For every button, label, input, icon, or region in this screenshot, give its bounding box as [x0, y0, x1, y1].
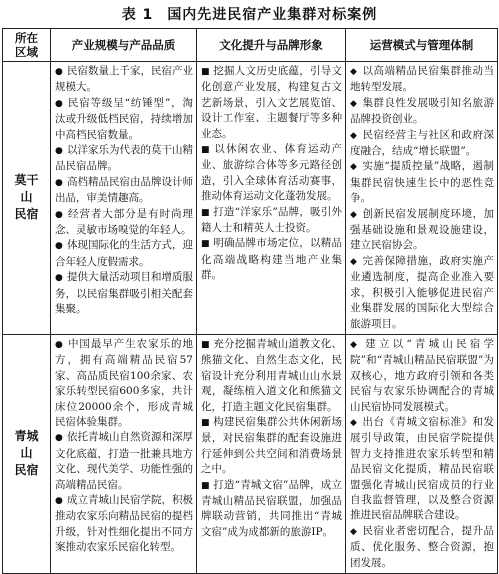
bullet-text: 充分挖掘青城山道教文化、熊猫文化、自然生态文化，民宿设计充分利用青城山山水景观，凝练植入道文化和熊猫文化，打造主题文化民宿集群。: [201, 337, 342, 413]
bullet-item: [201, 205, 342, 237]
bullet-marker-icon: ◆: [350, 98, 357, 109]
bullet-marker-icon: ◆: [350, 256, 357, 267]
bullet-list: [51, 62, 196, 320]
table-row: [3, 62, 498, 335]
bullet-marker-icon: ●: [55, 146, 63, 157]
bullet-marker-icon: ●: [55, 67, 63, 77]
content-cell-col1: [51, 62, 197, 335]
bullet-item: [350, 254, 494, 332]
region-name-line: 民宿: [14, 207, 39, 222]
header-region-line: 所在: [15, 31, 38, 45]
content-cell-col2: [197, 62, 346, 335]
bullet-text: 民宿经营主与社区和政府深度融合，结成“增长联盟”。: [350, 128, 494, 158]
region-name-line: 民宿: [14, 463, 39, 478]
bullet-text: 提供大量活动项目和增质服务，以民宿集群吸引相关配套集聚。: [55, 271, 193, 316]
benchmark-table: [2, 28, 498, 574]
bullet-marker-icon: ■: [201, 480, 210, 491]
bullet-text: 建立以“青城山民宿学院”和“青城山精品民宿联盟”为双核心，地方政府引领和各类民宿与农家乐协调配合的青城山民宿协同发展模式。: [350, 337, 494, 413]
bullet-text: 民宿数量上千家，民宿产业规模大。: [55, 65, 193, 94]
bullet-text: 体现国际化的生活方式，迎合年轻人度假需求。: [55, 239, 193, 268]
bullet-item: [201, 64, 342, 142]
content-cell-col2: [197, 334, 346, 573]
bullet-marker-icon: ■: [201, 145, 210, 156]
bullet-item: [201, 337, 342, 415]
bullet-item: [55, 207, 193, 239]
bullet-item: [55, 430, 193, 493]
bullet-text: 出台《青城文宿标准》和发展引导政策，由民宿学院提供智力支持推进农家乐转型和精品民宿文化提质，精品民宿联盟强化青城山民宿成员的行业自我监督管理，以及整合资源推进民宿品牌联合建设。: [350, 415, 494, 522]
bullet-marker-icon: ■: [201, 417, 210, 428]
bullet-marker-icon: ●: [55, 209, 63, 220]
header-operation-management: 运营模式与管理体制: [346, 29, 498, 62]
bullet-item: [350, 64, 494, 96]
bullet-item: [350, 524, 494, 571]
bullet-item: [350, 128, 494, 160]
table-caption: [0, 0, 499, 28]
bullet-text: 完善保障措施，政府实施产业遴选制度，提高企业准入要求，积极引入能够促进民宿产业集群发展的国际化大型综合旅游项目。: [350, 254, 494, 330]
bullet-item: [55, 96, 193, 143]
region-name-line: 青城: [14, 429, 39, 444]
content-cell-col3: [346, 62, 498, 335]
bullet-marker-icon: ■: [201, 339, 210, 350]
bullet-item: [201, 236, 342, 283]
region-name-line: 山: [20, 446, 33, 461]
bullet-text: 以高端精品民宿集群推动当地转型发展。: [350, 65, 494, 94]
bullet-text: 以休闲农业、体育运动产业、旅游综合体等多元路径创造，引入全球体育活动赛事，推动体育运动文化蓬勃发展。: [201, 143, 342, 203]
bullet-text: 打造“青城文宿”品牌，成立青城山精品民宿联盟，加强品牌联动营销，共同推出“青城文宿”成为成都新的旅游IP。: [201, 478, 342, 538]
bullet-text: 构建民宿集群公共休闲新场景，对民宿集群的配套设施进行延伸到公共空间和消费场景之中。: [201, 415, 342, 476]
header-scale-quality: 产业规模与产品品质: [51, 29, 197, 62]
bullet-text: 集群良性发展吸引知名旅游品牌投资创业。: [350, 96, 494, 126]
bullet-marker-icon: ◆: [350, 209, 357, 220]
header-region-line: 区域: [15, 45, 38, 59]
table-row: [3, 334, 498, 573]
header-row: [3, 29, 498, 62]
bullet-list: [346, 335, 497, 573]
region-name-line: 山: [20, 190, 33, 205]
bullet-item: [350, 337, 494, 415]
content-cell-col3: [346, 334, 498, 573]
bullet-marker-icon: ■: [201, 67, 210, 77]
region-name-line: 莫干: [14, 173, 39, 188]
bullet-text: 打造“洋家乐”品牌，吸引外籍人士和精英人士投资。: [201, 205, 342, 235]
content-cell-col1: [51, 334, 197, 573]
bullet-marker-icon: ■: [201, 239, 210, 250]
bullet-text: 民宿业者密切配合，提升品质、优化服务、整合资源，抱团发展。: [350, 524, 494, 569]
region-cell: [3, 62, 51, 335]
bullet-item: [350, 96, 494, 128]
bullet-marker-icon: ●: [55, 241, 63, 252]
header-culture-brand: 文化提升与品牌形象: [197, 29, 346, 62]
bullet-marker-icon: ◆: [350, 526, 357, 537]
bullet-list: [197, 335, 345, 542]
bullet-marker-icon: ◆: [350, 67, 357, 77]
bullet-item: [350, 415, 494, 524]
bullet-text: 实施“提质控量”战略，遏制集群民宿快速生长中的恶性竞争。: [350, 160, 494, 205]
bullet-marker-icon: ◆: [350, 339, 357, 350]
bullet-item: [201, 415, 342, 478]
bullet-marker-icon: ●: [55, 273, 63, 284]
bullet-item: [55, 143, 193, 175]
bullet-marker-icon: ●: [55, 177, 63, 188]
bullet-list: [197, 62, 345, 286]
bullet-item: [201, 478, 342, 541]
bullet-marker-icon: ◆: [350, 162, 357, 173]
bullet-text: 经营者大部分是有时尚理念、灵敏市场嗅觉的年轻人。: [55, 207, 193, 237]
bullet-item: [55, 337, 193, 430]
bullet-marker-icon: ●: [55, 433, 63, 444]
bullet-marker-icon: ◆: [350, 417, 357, 428]
bullet-item: [201, 142, 342, 205]
bullet-marker-icon: ◆: [350, 130, 357, 141]
bullet-item: [55, 238, 193, 270]
bullet-item: [350, 207, 494, 254]
bullet-text: 民宿等级呈“纺锤型”，淘汰或升级低档民宿，持续增加中高档民宿数量。: [55, 96, 193, 141]
bullet-item: [55, 64, 193, 96]
bullet-text: 以洋家乐为代表的莫干山精品民宿品牌。: [55, 144, 193, 173]
bullet-list: [346, 62, 497, 334]
bullet-marker-icon: ●: [55, 495, 63, 506]
table-title: 国内先进民宿产业集群对标案例: [167, 7, 378, 23]
bullet-text: 中国最早产生农家乐的地方，拥有高端精品民宿57家、高品质民宿100余家、农家乐转型民宿600多家，共计床位20000余个，形成青城民宿体验集群。: [55, 337, 193, 428]
bullet-text: 高档精品民宿由品牌设计师出品，审美情趣高。: [55, 175, 193, 205]
bullet-marker-icon: ●: [55, 98, 63, 109]
bullet-text: 成立青城山民宿学院，积极推动农家乐向精品民宿的提档升级，针对性细化提出不同方案推动农家乐民宿化转型。: [55, 493, 193, 554]
bullet-item: [55, 175, 193, 207]
header-region: [3, 29, 51, 62]
bullet-text: 创新民宿发展制度环境，加强基础设施和景观设施建设，建立民宿协会。: [350, 207, 494, 252]
bullet-item: [350, 159, 494, 206]
bullet-text: 明确品牌市场定位，以精品化高端战略构建当地产业集群。: [201, 237, 342, 282]
bullet-text: 依托青城山自然资源和深厚文化底蕴，打造一批兼具地方文化、现代美学、功能性强的高端精品民宿。: [55, 431, 193, 491]
bullet-marker-icon: ■: [201, 207, 210, 218]
bullet-list: [51, 335, 196, 558]
table-number: 表 1: [121, 7, 154, 23]
region-cell: [3, 334, 51, 573]
bullet-text: 挖掘人文历史底蕴，引导文化创意产业发展，构建复古文艺新场景，引入文艺展览馆、设计工作室、主题餐厅等多种业态。: [201, 65, 342, 140]
bullet-item: [55, 493, 193, 556]
bullet-marker-icon: ●: [55, 339, 63, 350]
bullet-item: [55, 270, 193, 317]
